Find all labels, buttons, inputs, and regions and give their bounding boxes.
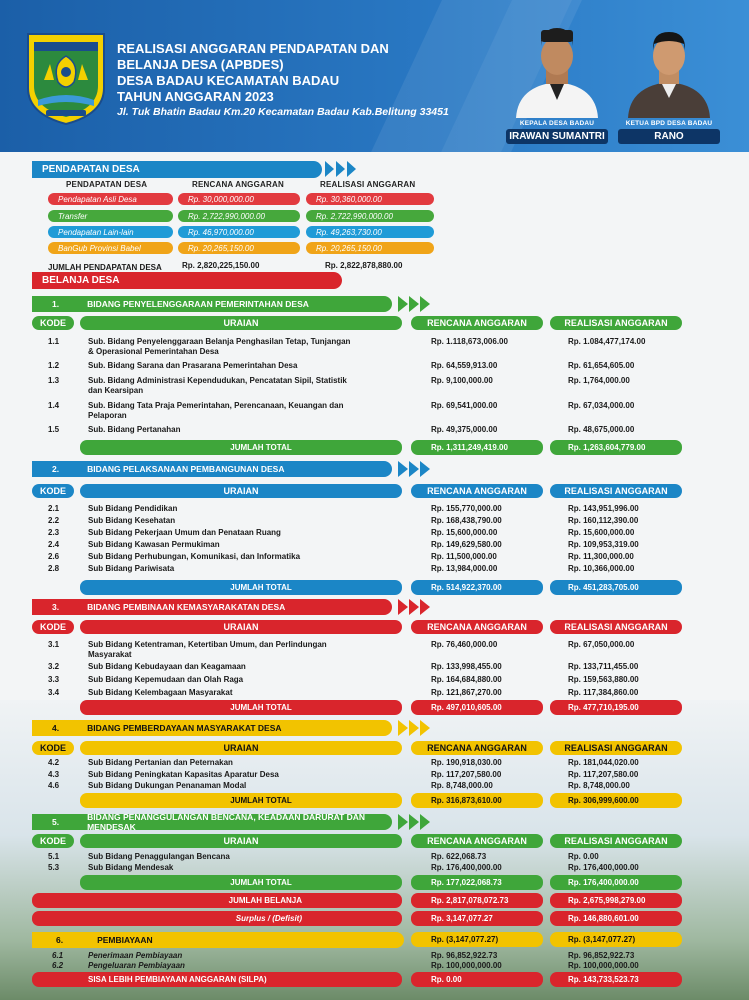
jumlah-total-rencana: Rp. 514,922,370.00 <box>411 580 543 595</box>
row-kode: 2.4 <box>48 540 60 549</box>
header-address: Jl. Tuk Bhatin Badau Km.20 Kecamatan Badau Kab.Belitung 33451 <box>117 106 449 118</box>
pendapatan-total-label: JUMLAH PENDAPATAN DESA <box>48 263 162 272</box>
row-realisasi: Rp. 0.00 <box>568 852 599 861</box>
silpa-realisasi: Rp. 143,733,523.73 <box>550 972 682 987</box>
pendapatan-col-realisasi: REALISASI ANGGARAN <box>320 180 416 189</box>
penerimaan-kode: 6.1 <box>52 951 64 960</box>
row-realisasi: Rp. 67,034,000.00 <box>568 401 635 410</box>
row-realisasi: Rp. 143,951,996.00 <box>568 504 639 513</box>
col-uraian: URAIAN <box>80 741 402 755</box>
row-kode: 3.3 <box>48 675 60 684</box>
kepala-desa-photo <box>506 16 608 118</box>
pendapatan-row-realisasi: Rp. 49,263,730.00 <box>306 226 434 238</box>
pembiayaan-label: PEMBIAYAAN <box>97 935 153 945</box>
col-kode: KODE <box>32 620 74 634</box>
row-kode: 2.6 <box>48 552 60 561</box>
jumlah-total-label: JUMLAH TOTAL <box>80 440 402 455</box>
row-rencana: Rp. 176,400,000.00 <box>431 863 502 872</box>
bidang-no: 5. <box>52 817 60 827</box>
row-realisasi: Rp. 61,654,605.00 <box>568 361 635 370</box>
bidang-no: 1. <box>52 299 60 309</box>
pembiayaan-realisasi: Rp. (3,147,077.27) <box>550 932 682 947</box>
row-rencana: Rp. 64,559,913.00 <box>431 361 498 370</box>
surplus-rencana: Rp. 3,147,077.27 <box>411 911 543 926</box>
bidang-name: BIDANG PEMBINAAN KEMASYARAKATAN DESA <box>87 602 286 612</box>
row-kode: 1.2 <box>48 361 60 370</box>
row-uraian: Sub Bidang Ketentraman, Ketertiban Umum, dan Perlindungan Masyarakat <box>88 640 327 659</box>
col-realisasi: REALISASI ANGGARAN <box>550 484 682 498</box>
bidang-bar <box>32 599 392 615</box>
pendapatan-row-label: BanGub Provinsi Babel <box>48 242 173 254</box>
row-rencana: Rp. 9,100,000.00 <box>431 376 493 385</box>
jumlah-belanja-realisasi: Rp. 2,675,998,279.00 <box>550 893 682 908</box>
col-rencana: RENCANA ANGGARAN <box>411 834 543 848</box>
row-kode: 2.1 <box>48 504 60 513</box>
pengeluaran-kode: 6.2 <box>52 961 64 970</box>
row-kode: 3.1 <box>48 640 60 649</box>
kepala-desa-name: IRAWAN SUMANTRI <box>506 129 608 144</box>
row-realisasi: Rp. 15,600,000.00 <box>568 528 635 537</box>
row-uraian: Sub Bidang Dukungan Penanaman Modal <box>88 781 247 790</box>
row-kode: 1.4 <box>48 401 60 410</box>
title-line-2: BELANJA DESA (APBDES) <box>117 57 284 72</box>
jumlah-belanja-rencana: Rp. 2,817,078,072.73 <box>411 893 543 908</box>
jumlah-total-label: JUMLAH TOTAL <box>80 875 402 890</box>
belanja-title: BELANJA DESA <box>32 272 342 289</box>
row-kode: 5.3 <box>48 863 60 872</box>
row-realisasi: Rp. 133,711,455.00 <box>568 662 639 671</box>
col-rencana: RENCANA ANGGARAN <box>411 620 543 634</box>
row-rencana: Rp. 49,375,000.00 <box>431 425 498 434</box>
pendapatan-row-rencana: Rp. 30,000,000.00 <box>178 193 300 205</box>
jumlah-total-realisasi: Rp. 477,710,195.00 <box>550 700 682 715</box>
official-kepala-desa <box>506 16 608 146</box>
pendapatan-row-realisasi: Rp. 2,722,990,000.00 <box>306 210 434 222</box>
row-rencana: Rp. 155,770,000.00 <box>431 504 502 513</box>
pengeluaran-rencana: Rp. 100,000,000.00 <box>431 961 502 970</box>
bidang-chevrons <box>398 814 429 830</box>
kabupaten-belitung-emblem <box>24 30 108 126</box>
row-rencana: Rp. 622,068.73 <box>431 852 487 861</box>
surplus-label: Surplus / (Defisit) <box>32 911 402 926</box>
col-kode: KODE <box>32 741 74 755</box>
row-realisasi: Rp. 181,044,020.00 <box>568 758 639 767</box>
row-uraian: Sub. Bidang Penyelenggaraan Belanja Penghasilan Tetap, Tunjangan & Operasional Pemerintahan Desa <box>88 337 351 356</box>
bidang-bar <box>32 720 392 736</box>
row-rencana: Rp. 11,500,000.00 <box>431 552 497 561</box>
header-title <box>117 41 389 105</box>
jumlah-total-realisasi: Rp. 176,400,000.00 <box>550 875 682 890</box>
row-rencana: Rp. 117,207,580.00 <box>431 770 502 779</box>
row-realisasi: Rp. 160,112,390.00 <box>568 516 639 525</box>
row-realisasi: Rp. 159,563,880.00 <box>568 675 639 684</box>
row-rencana: Rp. 164,684,880.00 <box>431 675 502 684</box>
pendapatan-row-rencana: Rp. 2,722,990,000.00 <box>178 210 300 222</box>
col-realisasi: REALISASI ANGGARAN <box>550 834 682 848</box>
col-realisasi: REALISASI ANGGARAN <box>550 316 682 330</box>
row-kode: 1.3 <box>48 376 60 385</box>
row-uraian: Sub Bidang Kebudayaan dan Keagamaan <box>88 662 246 671</box>
row-uraian: Sub Bidang Perhubungan, Komunikasi, dan Informatika <box>88 552 301 561</box>
pendapatan-row-label: Pendapatan Lain-lain <box>48 226 173 238</box>
row-uraian: Sub. Bidang Sarana dan Prasarana Pemerintahan Desa <box>88 361 298 370</box>
pendapatan-row-label: Pendapatan Asli Desa <box>48 193 173 205</box>
row-kode: 4.3 <box>48 770 60 779</box>
col-kode: KODE <box>32 484 74 498</box>
row-uraian: Sub Bidang Penaggulangan Bencana <box>88 852 230 861</box>
row-rencana: Rp. 121,867,270.00 <box>431 688 502 697</box>
col-realisasi: REALISASI ANGGARAN <box>550 741 682 755</box>
pembiayaan-bar <box>32 932 404 948</box>
row-kode: 4.6 <box>48 781 60 790</box>
ketua-bpd-name: RANO <box>618 129 720 144</box>
bidang-name: BIDANG PEMBERDAYAAN MASYARAKAT DESA <box>87 723 282 733</box>
title-line-1: REALISASI ANGGARAN PENDAPATAN DAN <box>117 41 389 56</box>
row-realisasi: Rp. 67,050,000.00 <box>568 640 635 649</box>
jumlah-total-label: JUMLAH TOTAL <box>80 580 402 595</box>
bidang-name: BIDANG PELAKSANAAN PEMBANGUNAN DESA <box>87 464 285 474</box>
row-kode: 3.4 <box>48 688 60 697</box>
pendapatan-total-realisasi: Rp. 2,822,878,880.00 <box>325 261 403 270</box>
pendapatan-row-realisasi: Rp. 20,265,150.00 <box>306 242 434 254</box>
row-rencana: Rp. 1.118,673,006.00 <box>431 337 508 346</box>
row-uraian: Sub Bidang Pariwisata <box>88 564 175 573</box>
pendapatan-total-rencana: Rp. 2,820,225,150.00 <box>182 261 260 270</box>
bidang-chevrons <box>398 296 429 312</box>
row-uraian: Sub Bidang Kelembagaan Masyarakat <box>88 688 233 697</box>
ketua-bpd-photo <box>618 16 720 118</box>
col-uraian: URAIAN <box>80 834 402 848</box>
pendapatan-row-label: Transfer <box>48 210 173 222</box>
col-uraian: URAIAN <box>80 484 402 498</box>
col-uraian: URAIAN <box>80 316 402 330</box>
row-realisasi: Rp. 8,748,000.00 <box>568 781 630 790</box>
pendapatan-col-rencana: RENCANA ANGGARAN <box>192 180 284 189</box>
silpa-rencana: Rp. 0.00 <box>411 972 543 987</box>
row-realisasi: Rp. 10,366,000.00 <box>568 564 635 573</box>
row-uraian: Sub Bidang Peningkatan Kapasitas Aparatur Desa <box>88 770 279 779</box>
bidang-no: 2. <box>52 464 60 474</box>
row-uraian: Sub Bidang Mendesak <box>88 863 174 872</box>
official-ketua-bpd <box>618 16 720 146</box>
bidang-chevrons <box>398 461 429 477</box>
title-line-4: TAHUN ANGGARAN 2023 <box>117 89 274 104</box>
pendapatan-col-label: PENDAPATAN DESA <box>66 180 148 189</box>
bidang-chevrons <box>398 599 429 615</box>
row-realisasi: Rp. 1,764,000.00 <box>568 376 630 385</box>
row-rencana: Rp. 13,984,000.00 <box>431 564 498 573</box>
bidang-name: BIDANG PENYELENGGARAAN PEMERINTAHAN DESA <box>87 299 309 309</box>
pendapatan-row-rencana: Rp. 20,265,150.00 <box>178 242 300 254</box>
col-realisasi: REALISASI ANGGARAN <box>550 620 682 634</box>
row-uraian: Sub. Bidang Pertanahan <box>88 425 181 434</box>
row-uraian: Sub Bidang Pekerjaan Umum dan Penataan Ruang <box>88 528 281 537</box>
jumlah-total-rencana: Rp. 497,010,605.00 <box>411 700 543 715</box>
row-uraian: Sub Bidang Kesehatan <box>88 516 176 525</box>
jumlah-total-realisasi: Rp. 1,263,604,779.00 <box>550 440 682 455</box>
row-rencana: Rp. 168,438,790.00 <box>431 516 502 525</box>
pembiayaan-no: 6. <box>56 935 64 945</box>
bidang-bar <box>32 296 392 312</box>
bidang-bar <box>32 814 392 830</box>
pendapatan-row-rencana: Rp. 46,970,000.00 <box>178 226 300 238</box>
jumlah-total-label: JUMLAH TOTAL <box>80 700 402 715</box>
col-rencana: RENCANA ANGGARAN <box>411 741 543 755</box>
col-rencana: RENCANA ANGGARAN <box>411 316 543 330</box>
penerimaan-label: Penerimaan Pembiayaan <box>88 951 183 960</box>
row-realisasi: Rp. 117,207,580.00 <box>568 770 639 779</box>
pengeluaran-label: Pengeluaran Pembiayaan <box>88 961 185 970</box>
row-kode: 5.1 <box>48 852 60 861</box>
col-uraian: URAIAN <box>80 620 402 634</box>
row-kode: 1.1 <box>48 337 60 346</box>
row-rencana: Rp. 133,998,455.00 <box>431 662 502 671</box>
row-uraian: Sub. Bidang Tata Praja Pemerintahan, Perencanaan, Keuangan dan Pelaporan <box>88 401 344 420</box>
row-rencana: Rp. 76,460,000.00 <box>431 640 498 649</box>
silpa-label: SISA LEBIH PEMBIAYAAN ANGGARAN (SILPA) <box>32 972 402 987</box>
row-rencana: Rp. 8,748,000.00 <box>431 781 493 790</box>
row-kode: 2.8 <box>48 564 60 573</box>
row-rencana: Rp. 149,629,580.00 <box>431 540 502 549</box>
row-realisasi: Rp. 176,400,000.00 <box>568 863 639 872</box>
row-realisasi: Rp. 117,384,860.00 <box>568 688 639 697</box>
penerimaan-rencana: Rp. 96,852,922.73 <box>431 951 498 960</box>
jumlah-total-realisasi: Rp. 306,999,600.00 <box>550 793 682 808</box>
row-kode: 1.5 <box>48 425 60 434</box>
row-kode: 2.3 <box>48 528 60 537</box>
jumlah-total-rencana: Rp. 316,873,610.00 <box>411 793 543 808</box>
bidang-no: 4. <box>52 723 60 733</box>
jumlah-total-realisasi: Rp. 451,283,705.00 <box>550 580 682 595</box>
row-kode: 4.2 <box>48 758 60 767</box>
jumlah-belanja-label: JUMLAH BELANJA <box>32 893 402 908</box>
jumlah-total-label: JUMLAH TOTAL <box>80 793 402 808</box>
ketua-bpd-role: KETUA BPD DESA BADAU <box>625 120 713 127</box>
kepala-desa-role: KEPALA DESA BADAU <box>519 120 595 127</box>
row-uraian: Sub Bidang Kepemudaan dan Olah Raga <box>88 675 244 684</box>
row-rencana: Rp. 190,918,030.00 <box>431 758 502 767</box>
pembiayaan-rencana: Rp. (3,147,077.27) <box>411 932 543 947</box>
row-rencana: Rp. 69,541,000.00 <box>431 401 498 410</box>
row-realisasi: Rp. 11,300,000.00 <box>568 552 634 561</box>
pendapatan-row-realisasi: Rp. 30,360,000.00 <box>306 193 434 205</box>
jumlah-total-rencana: Rp. 177,022,068.73 <box>411 875 543 890</box>
title-line-3: DESA BADAU KECAMATAN BADAU <box>117 73 340 88</box>
bidang-bar <box>32 461 392 477</box>
row-realisasi: Rp. 109,953,319.00 <box>568 540 639 549</box>
row-realisasi: Rp. 48,675,000.00 <box>568 425 635 434</box>
col-kode: KODE <box>32 316 74 330</box>
row-realisasi: Rp. 1.084,477,174.00 <box>568 337 646 346</box>
bidang-no: 3. <box>52 602 60 612</box>
jumlah-total-rencana: Rp. 1,311,249,419.00 <box>411 440 543 455</box>
bidang-name: BIDANG PENANGGULANGAN BENCANA, KEADAAN DARURAT DAN MENDESAK <box>87 812 366 832</box>
pendapatan-chevrons <box>325 161 355 177</box>
pengeluaran-realisasi: Rp. 100,000,000.00 <box>568 961 639 970</box>
penerimaan-realisasi: Rp. 96,852,922.73 <box>568 951 635 960</box>
col-rencana: RENCANA ANGGARAN <box>411 484 543 498</box>
bidang-chevrons <box>398 720 429 736</box>
header-banner <box>0 0 749 152</box>
row-uraian: Sub. Bidang Administrasi Kependudukan, Pencatatan Sipil, Statistik dan Kearsipan <box>88 376 347 395</box>
row-uraian: Sub Bidang Kawasan Permukiman <box>88 540 220 549</box>
row-kode: 3.2 <box>48 662 60 671</box>
col-kode: KODE <box>32 834 74 848</box>
row-uraian: Sub Bidang Pendidikan <box>88 504 178 513</box>
row-kode: 2.2 <box>48 516 60 525</box>
row-rencana: Rp. 15,600,000.00 <box>431 528 498 537</box>
row-uraian: Sub Bidang Pertanian dan Peternakan <box>88 758 233 767</box>
pendapatan-title: PENDAPATAN DESA <box>32 161 322 178</box>
surplus-realisasi: Rp. 146,880,601.00 <box>550 911 682 926</box>
